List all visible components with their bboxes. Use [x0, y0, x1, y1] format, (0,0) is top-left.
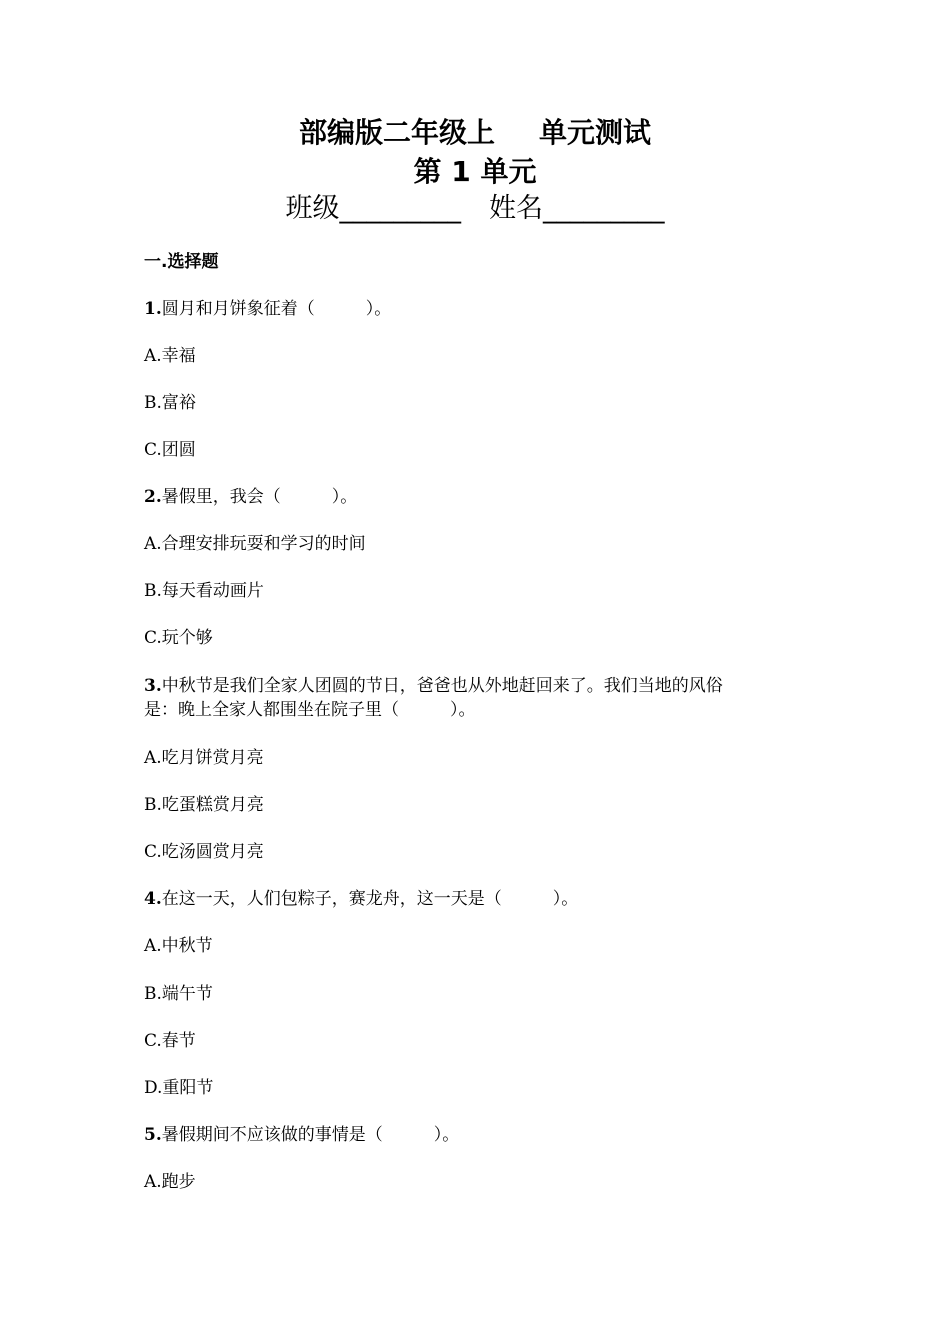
unit-title: 第 1 单元 — [413, 155, 537, 188]
question-3 — [144, 674, 814, 722]
title-part1: 部编版二年级上 — [298, 116, 495, 149]
option-4a: A.中秋节 — [144, 936, 213, 956]
name-blank: _________ — [543, 193, 665, 224]
question-text-line1: 中秋节是我们全家人团圆的节日，爸爸也从外地赶回来了。我们当地的风俗 — [161, 676, 723, 696]
question-number: 2. — [144, 487, 162, 507]
title-part2: 单元测试 — [539, 116, 652, 149]
section-title: 一.选择题 — [144, 252, 219, 272]
option-2b: B.每天看动画片 — [144, 581, 264, 601]
class-name-line — [0, 192, 950, 226]
question-number: 1. — [144, 299, 162, 319]
option-3a: A.吃月饼赏月亮 — [144, 748, 264, 768]
question-number: 4. — [144, 889, 162, 909]
option-1b: B.富裕 — [144, 393, 196, 413]
question-4 — [144, 887, 814, 911]
question-number: 3. — [144, 676, 162, 696]
class-blank: _________ — [339, 193, 461, 224]
question-text: 在这一天，人们包粽子，赛龙舟，这一天是（ ）。 — [161, 889, 579, 909]
name-label: 姓名 — [489, 193, 543, 224]
worksheet-title — [0, 116, 950, 150]
question-number: 5. — [144, 1125, 162, 1145]
question-2 — [144, 485, 814, 509]
question-5 — [144, 1123, 814, 1147]
option-1c: C.团圆 — [144, 440, 196, 460]
question-text: 暑假里，我会（ ）。 — [161, 487, 358, 507]
option-3c: C.吃汤圆赏月亮 — [144, 842, 264, 862]
question-text-line2: 是：晚上全家人都围坐在院子里（ ）。 — [144, 700, 476, 720]
option-4b: B.端午节 — [144, 984, 213, 1004]
option-1a: A.幸福 — [144, 346, 196, 366]
option-3b: B.吃蛋糕赏月亮 — [144, 795, 264, 815]
class-label: 班级 — [285, 193, 340, 224]
question-1 — [144, 297, 814, 321]
option-4c: C.春节 — [144, 1031, 196, 1051]
option-5a: A.跑步 — [144, 1172, 196, 1192]
option-4d: D.重阳节 — [144, 1078, 214, 1098]
question-text: 圆月和月饼象征着（ ）。 — [161, 299, 392, 319]
question-text: 暑假期间不应该做的事情是（ ）。 — [161, 1125, 460, 1145]
option-2c: C.玩个够 — [144, 628, 213, 648]
option-2a: A.合理安排玩耍和学习的时间 — [144, 534, 366, 554]
